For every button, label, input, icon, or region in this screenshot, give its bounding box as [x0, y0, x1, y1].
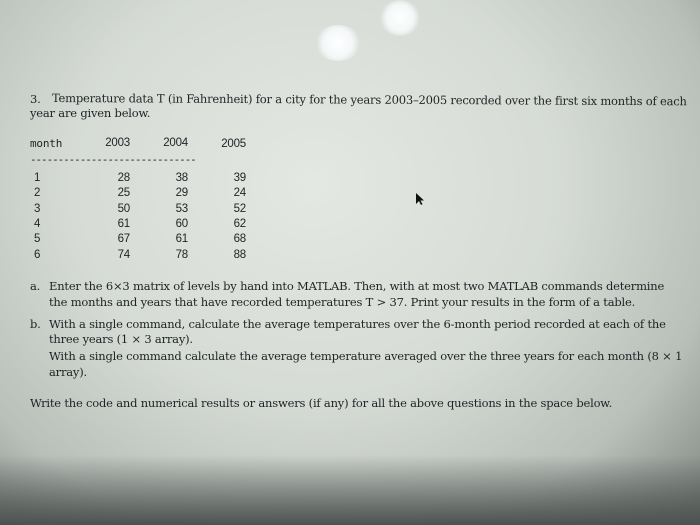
header-month: month — [30, 137, 63, 150]
temperature-cell: 38 — [175, 172, 188, 184]
header-2004: 2004 — [163, 137, 188, 149]
closing-instruction: Write the code and numerical results or answers (if any) for all the above questions in the space below. — [30, 396, 613, 410]
temperature-cell: 52 — [233, 202, 246, 215]
part-b-label: b. — [30, 317, 41, 331]
part-b-text: three years (1 × 3 array). — [49, 332, 193, 346]
header-2003: 2003 — [105, 137, 130, 149]
part-a-text: Enter the 6×3 matrix of levels by hand into MATLAB. Then, with at most two MATLAB commands determine — [49, 279, 665, 293]
temperature-cell: 67 — [117, 233, 130, 246]
problem-number: 3. — [30, 92, 41, 106]
temperature-cell: 24 — [233, 187, 246, 200]
part-b-text: array). — [49, 365, 87, 379]
temperature-cell: 68 — [233, 233, 246, 246]
temperature-cell: 62 — [233, 217, 246, 230]
temperature-cell: 53 — [175, 202, 188, 215]
month-cell: 3 — [34, 202, 41, 215]
temperature-cell: 25 — [117, 187, 130, 200]
temperature-cell: 74 — [117, 248, 130, 261]
temperature-cell: 61 — [175, 233, 188, 246]
intro-text: Temperature data T (in Fahrenheit) for a city for the years 2003–2005 recorded over the first six months of each — [51, 91, 687, 109]
temperature-cell: 39 — [233, 172, 246, 184]
temperature-cell: 61 — [117, 217, 130, 230]
temperature-cell: 28 — [117, 172, 130, 184]
screen-glare — [380, 0, 420, 36]
part-a-label: a. — [30, 279, 41, 293]
part-b-text: With a single command, calculate the average temperatures over the 6-month period recorded at each of the — [49, 317, 666, 331]
part-a-text: the months and years that have recorded temperatures T > 37. Print your results in the form of a table. — [49, 295, 636, 309]
screen-glare — [315, 25, 361, 61]
table-separator: ------------------------------ — [30, 153, 196, 166]
photo-shadow — [0, 455, 700, 525]
temperature-cell: 29 — [175, 187, 188, 200]
mouse-cursor-icon — [415, 192, 425, 206]
temperature-cell: 60 — [175, 217, 188, 230]
temperature-cell: 78 — [175, 248, 188, 261]
month-cell: 1 — [34, 172, 41, 184]
month-cell: 5 — [34, 233, 41, 246]
header-2005: 2005 — [221, 138, 246, 150]
part-b-text: With a single command calculate the average temperature averaged over the three years for each month (8 × 1 — [49, 349, 683, 363]
month-cell: 6 — [34, 248, 41, 261]
month-cell: 4 — [34, 217, 41, 230]
intro-text: year are given below. — [30, 106, 151, 120]
temperature-cell: 50 — [117, 202, 130, 215]
month-cell: 2 — [34, 187, 41, 200]
temperature-cell: 88 — [233, 248, 246, 261]
